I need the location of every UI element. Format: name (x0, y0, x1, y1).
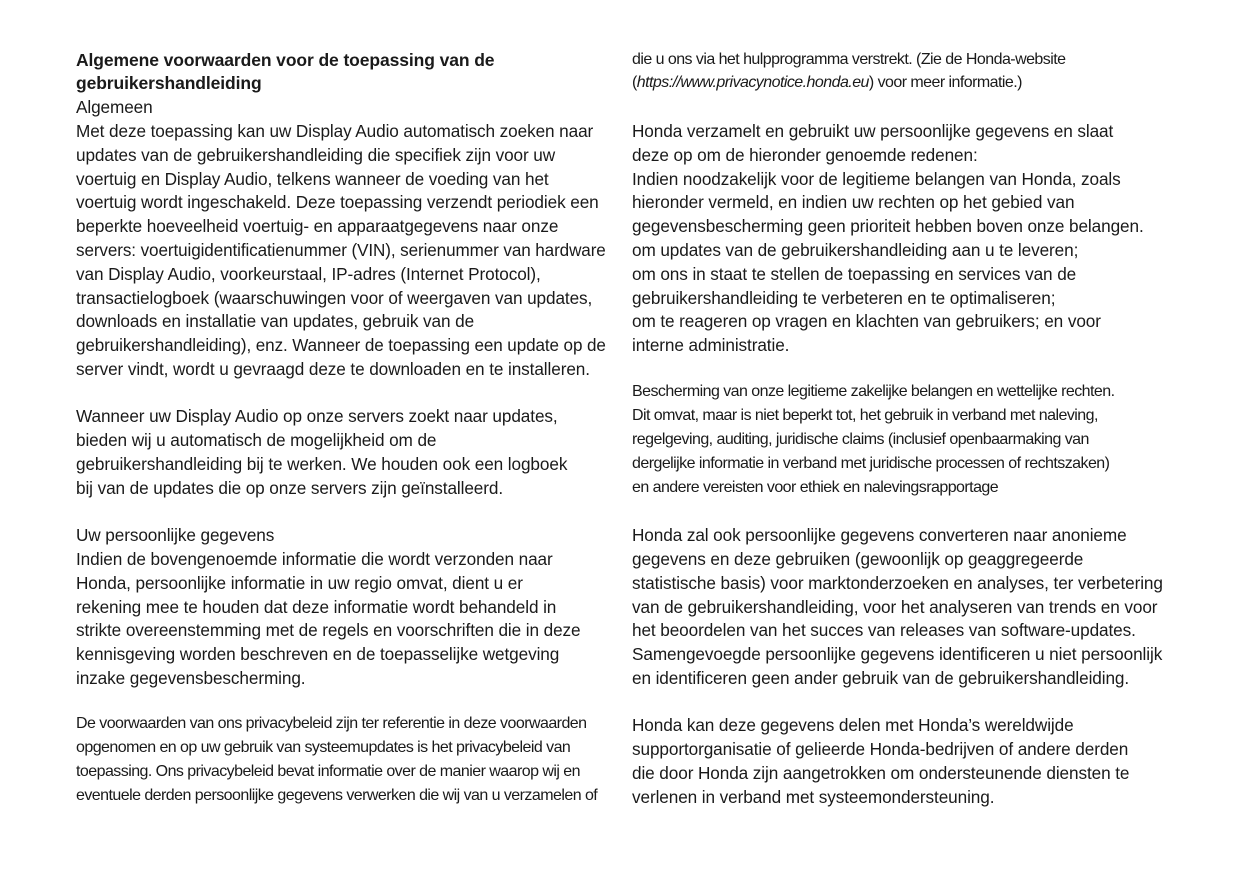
text-fragment: ) voor meer informatie.) (868, 74, 1022, 91)
text-line: transactielogboek (waarschuwingen voor of weergaven van updates, (76, 288, 593, 308)
text-line: gebruikershandleiding), enz. Wanneer de toepassing een update op de (76, 335, 606, 355)
text-line: statistische basis) voor marktonderzoeken en analyses, ter verbetering (632, 573, 1163, 593)
text-line: Honda kan deze gegevens delen met Honda’s wereldwijde (632, 715, 1074, 735)
text-line: voertuig wordt ingeschakeld. Deze toepassing verzendt periodiek een (76, 192, 599, 212)
text-line: van Display Audio, voorkeurstaal, IP-adres (Internet Protocol), (76, 264, 541, 284)
text-line: voertuig en Display Audio, telkens wanneer de voeding van het (76, 169, 549, 189)
section-heading-personal: Uw persoonlijke gegevens (76, 525, 275, 545)
text-line: updates van de gebruikershandleiding die specifiek zijn voor uw (76, 145, 556, 165)
text-line: downloads en installatie van updates, gebruik van de (76, 311, 475, 331)
text-line: eventuele derden persoonlijke gegevens verwerken die wij van u verzamelen of (76, 787, 598, 804)
text-line: Indien de bovengenoemde informatie die wordt verzonden naar (76, 549, 553, 569)
text-line: bieden wij u automatisch de mogelijkheid om de (76, 430, 437, 450)
text-line: servers: voertuigidentificatienummer (VIN), serienummer van hardware (76, 240, 606, 260)
text-line: en identificeren geen ander gebruik van de gebruikershandleiding. (632, 668, 1130, 688)
text-line: gebruikershandleiding te verbeteren en te optimaliseren; (632, 288, 1056, 308)
text-line (632, 74, 1022, 92)
text-line: toepassing. Ons privacybeleid bevat informatie over de manier waarop wij en (76, 763, 580, 780)
text-line: Indien noodzakelijk voor de legitieme belangen van Honda, zoals (632, 169, 1121, 189)
text-line: supportorganisatie of gelieerde Honda-bedrijven of andere derden (632, 739, 1129, 759)
list-item: om ons in staat te stellen de toepassing en services van de (632, 264, 1077, 284)
text-line: hieronder vermeld, en indien uw rechten op het gebied van (632, 192, 1075, 212)
text-line: het beoordelen van het succes van releases van software-updates. (632, 620, 1136, 640)
text-line: rekening mee te houden dat deze informatie wordt behandeld in (76, 597, 557, 617)
text-line: Honda, persoonlijke informatie in uw regio omvat, dient u er (76, 573, 523, 593)
text-line: interne administratie. (632, 335, 790, 355)
list-item: om te reageren op vragen en klachten van gebruikers; en voor (632, 311, 1101, 331)
list-item: om updates van de gebruikershandleiding aan u te leveren; (632, 240, 1079, 260)
text-line: Dit omvat, maar is niet beperkt tot, het gebruik in verband met naleving, (632, 407, 1098, 424)
text-line: verlenen in verband met systeemondersteuning. (632, 787, 995, 807)
text-line: De voorwaarden van ons privacybeleid zijn ter referentie in deze voorwaarden (76, 715, 587, 732)
text-line: deze op om de hieronder genoemde redenen: (632, 145, 978, 165)
text-line: Met deze toepassing kan uw Display Audio automatisch zoeken naar (76, 121, 594, 141)
text-line: van de gebruikershandleiding, voor het analyseren van trends en voor (632, 597, 1158, 617)
text-line: strikte overeenstemming met de regels en voorschriften die in deze (76, 620, 581, 640)
text-line: Bescherming van onze legitieme zakelijke belangen en wettelijke rechten. (632, 383, 1115, 400)
text-line: dergelijke informatie in verband met juridische processen of rechtszaken) (632, 455, 1110, 472)
text-line: gebruikershandleiding bij te werken. We houden ook een logboek (76, 454, 568, 474)
text-line: Wanneer uw Display Audio op onze servers zoekt naar updates, (76, 406, 558, 426)
text-line: inzake gegevensbescherming. (76, 668, 306, 688)
text-line: die u ons via het hulpprogramma verstrekt. (Zie de Honda-website (632, 51, 1066, 68)
text-line: bij van de updates die op onze servers zijn geïnstalleerd. (76, 478, 504, 498)
title-line: gebruikershandleiding (76, 73, 262, 93)
text-line: Samengevoegde persoonlijke gegevens identificeren u niet persoonlijk (632, 644, 1163, 664)
privacy-notice-link[interactable]: https://www.privacynotice.honda.eu (636, 74, 869, 91)
title-line: Algemene voorwaarden voor de toepassing van de (76, 50, 495, 70)
text-line: regelgeving, auditing, juridische claims (inclusief openbaarmaking van (632, 431, 1089, 448)
text-line: opgenomen en op uw gebruik van systeemupdates is het privacybeleid van (76, 739, 571, 756)
text-line: kennisgeving worden beschreven en de toepasselijke wetgeving (76, 644, 560, 664)
text-line: Honda zal ook persoonlijke gegevens converteren naar anonieme (632, 525, 1127, 545)
text-line: die door Honda zijn aangetrokken om ondersteunende diensten te (632, 763, 1130, 783)
section-heading-general: Algemeen (76, 97, 153, 117)
text-line: Honda verzamelt en gebruikt uw persoonlijke gegevens en slaat (632, 121, 1114, 141)
text-line: beperkte hoeveelheid voertuig- en apparaatgegevens naar onze (76, 216, 559, 236)
paren-open: ( (632, 74, 637, 91)
text-line: gegevens en deze gebruiken (gewoonlijk op geaggregeerde (632, 549, 1084, 569)
text-line: gegevensbescherming geen prioriteit hebben boven onze belangen. (632, 216, 1144, 236)
text-line: server vindt, wordt u gevraagd deze te downloaden en te installeren. (76, 359, 590, 379)
text-line: en andere vereisten voor ethiek en nalevingsrapportage (632, 479, 999, 496)
